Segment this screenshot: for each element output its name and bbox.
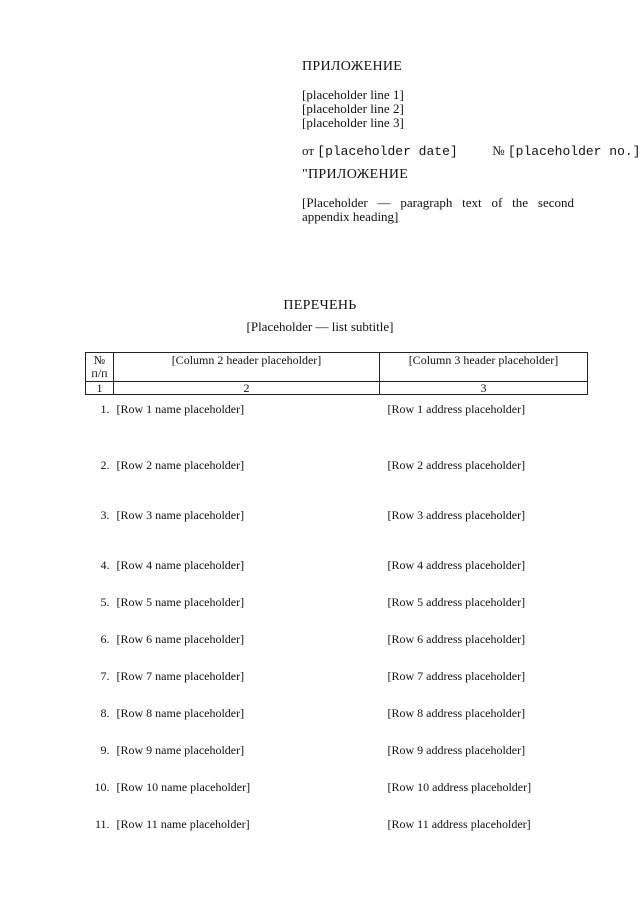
number-prefix: № — [492, 143, 505, 158]
row-name: [Row 1 name placeholder] — [116, 402, 245, 416]
row-address: [Row 8 address placeholder] — [387, 706, 526, 720]
row-number: 9. — [100, 743, 110, 757]
table-row — [86, 734, 588, 771]
table-row — [86, 808, 588, 845]
row-address: [Row 2 address placeholder] — [387, 458, 526, 472]
appendix-line: [placeholder line 2] — [302, 101, 404, 116]
row-number: 5. — [100, 595, 110, 609]
list-subtitle: [Placeholder — list subtitle] — [246, 319, 394, 334]
row-name: [Row 9 name placeholder] — [116, 743, 245, 757]
mfc-table-container — [85, 352, 587, 845]
table-row — [86, 449, 588, 499]
appendix-header — [302, 59, 640, 159]
mfc-table — [85, 352, 588, 845]
table-row — [86, 697, 588, 734]
row-name: [Row 5 name placeholder] — [116, 595, 245, 609]
table-row — [86, 586, 588, 623]
row-number: 1. — [100, 402, 110, 416]
appendix-line: [placeholder line 1] — [302, 87, 404, 102]
row-address: [Row 7 address placeholder] — [387, 669, 526, 683]
table-column-index-row — [86, 382, 588, 395]
row-number: 2. — [100, 458, 110, 472]
row-name: [Row 10 name placeholder] — [116, 780, 251, 794]
row-number: 4. — [100, 558, 110, 572]
header-num: № п/п — [86, 353, 114, 382]
row-name: [Row 2 name placeholder] — [116, 458, 245, 472]
table-row — [86, 499, 588, 549]
row-name: [Row 4 name placeholder] — [116, 558, 245, 572]
row-number: 3. — [100, 508, 110, 522]
decree-number: [placeholder no.] — [507, 144, 640, 159]
row-number: 7. — [100, 669, 110, 683]
header-address: [Column 3 header placeholder] — [380, 353, 588, 382]
regulation-appendix-title: "ПРИЛОЖЕНИЕ — [302, 167, 409, 182]
appendix-line: [placeholder line 3] — [302, 115, 404, 130]
table-row — [86, 771, 588, 808]
row-address: [Row 5 address placeholder] — [387, 595, 526, 609]
row-name: [Row 7 name placeholder] — [116, 669, 245, 683]
table-row — [86, 395, 588, 450]
regulation-appendix-text: [Placeholder — paragraph text of the second appendix heading] — [302, 195, 574, 224]
table-body — [86, 395, 588, 846]
table-row — [86, 623, 588, 660]
row-number: 6. — [100, 632, 110, 646]
row-address: [Row 10 address placeholder] — [387, 780, 532, 794]
header-name: [Column 2 header placeholder] — [114, 353, 380, 382]
appendix-reference — [302, 88, 602, 130]
list-heading: ПЕРЕЧЕНЬ — [283, 298, 357, 313]
row-address: [Row 4 address placeholder] — [387, 558, 526, 572]
row-name: [Row 6 name placeholder] — [116, 632, 245, 646]
column-index: 3 — [380, 382, 588, 395]
row-address: [Row 9 address placeholder] — [387, 743, 526, 757]
regulation-appendix-header — [302, 168, 574, 224]
date-prefix: от — [302, 143, 315, 158]
row-name: [Row 8 name placeholder] — [116, 706, 245, 720]
table-header-row — [86, 353, 588, 382]
row-address: [Row 1 address placeholder] — [387, 402, 526, 416]
row-address: [Row 3 address placeholder] — [387, 508, 526, 522]
appendix-title: ПРИЛОЖЕНИЕ — [302, 59, 403, 74]
table-row — [86, 549, 588, 586]
row-address: [Row 6 address placeholder] — [387, 632, 526, 646]
decree-date: [placeholder date] — [317, 144, 458, 159]
column-index: 1 — [86, 382, 114, 395]
table-row — [86, 660, 588, 697]
row-number: 10. — [94, 780, 110, 794]
row-address: [Row 11 address placeholder] — [387, 817, 531, 831]
row-name: [Row 3 name placeholder] — [116, 508, 245, 522]
row-name: [Row 11 name placeholder] — [116, 817, 250, 831]
column-index: 2 — [114, 382, 380, 395]
row-number: 11. — [94, 817, 110, 831]
row-number: 8. — [100, 706, 110, 720]
decree-date-line — [302, 143, 640, 159]
